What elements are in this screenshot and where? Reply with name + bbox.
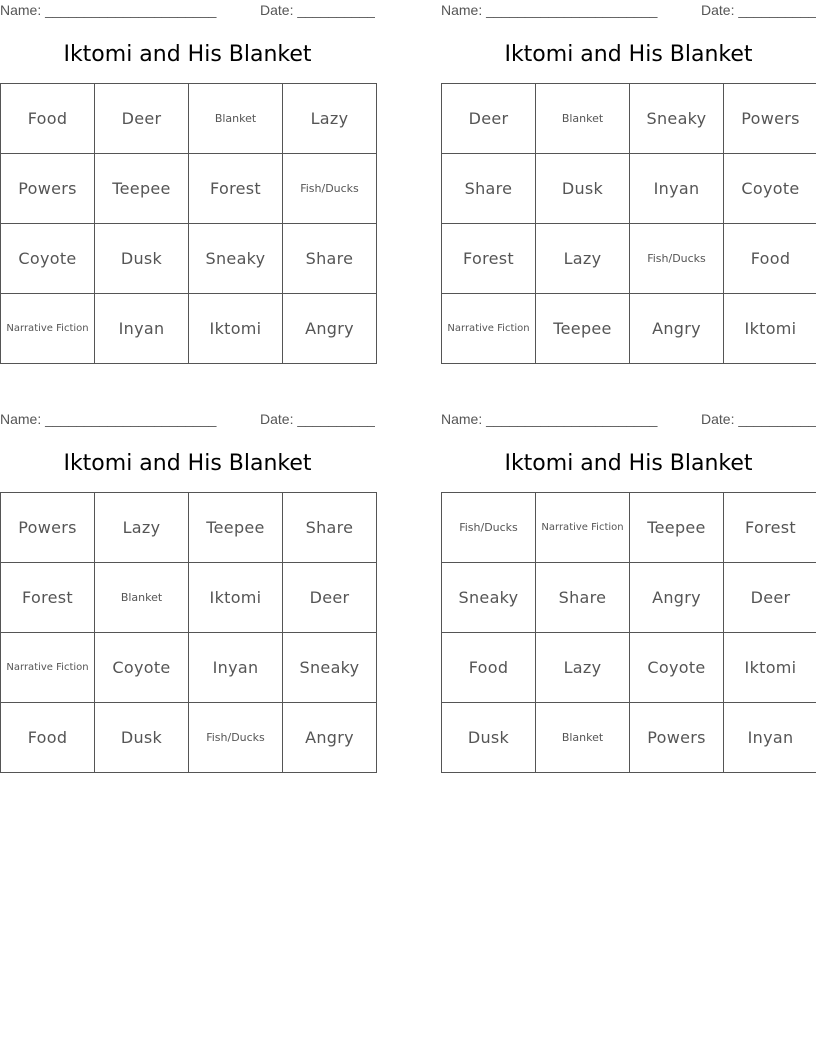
grid-row — [442, 84, 816, 154]
bingo-grid — [0, 83, 377, 364]
bingo-cell: Sneaky — [630, 84, 724, 154]
bingo-cell: Angry — [630, 563, 724, 633]
bingo-cell: Sneaky — [442, 563, 536, 633]
bingo-cell: Fish/Ducks — [283, 154, 377, 224]
name-label: Name: ______________________ — [441, 411, 658, 427]
bingo-cell: Share — [442, 154, 536, 224]
bingo-cell: Powers — [1, 154, 95, 224]
bingo-cell: Dusk — [442, 703, 536, 773]
bingo-cell: Forest — [189, 154, 283, 224]
bingo-cell: Fish/Ducks — [189, 703, 283, 773]
bingo-cell: Blanket — [95, 563, 189, 633]
grid-row — [1, 493, 377, 563]
bingo-cell: Sneaky — [189, 224, 283, 294]
bingo-cell: Share — [536, 563, 630, 633]
bingo-cell: Powers — [724, 84, 816, 154]
grid-row — [442, 633, 816, 703]
grid-row — [1, 633, 377, 703]
bingo-card — [0, 409, 375, 781]
grid-row — [1, 224, 377, 294]
bingo-cell: Inyan — [630, 154, 724, 224]
bingo-cell: Teepee — [189, 493, 283, 563]
bingo-grid — [0, 492, 377, 773]
bingo-cell: Deer — [442, 84, 536, 154]
bingo-cell: Forest — [442, 224, 536, 294]
name-label: Name: ______________________ — [0, 411, 217, 427]
date-label: Date: __________ — [701, 411, 816, 427]
bingo-cell: Iktomi — [724, 294, 816, 364]
card-title: Iktomi and His Blanket — [504, 451, 753, 476]
bingo-cell: Sneaky — [283, 633, 377, 703]
name-date-line — [0, 411, 375, 429]
bingo-cell: Iktomi — [189, 563, 283, 633]
bingo-cell: Powers — [1, 493, 95, 563]
bingo-card — [0, 0, 375, 372]
name-date-line — [0, 2, 375, 20]
bingo-cell: Narrative Fiction — [1, 633, 95, 703]
bingo-cell: Food — [724, 224, 816, 294]
grid-row — [1, 294, 377, 364]
bingo-cell: Narrative Fiction — [1, 294, 95, 364]
grid-row — [1, 563, 377, 633]
bingo-cell: Food — [1, 84, 95, 154]
bingo-cell: Coyote — [724, 154, 816, 224]
bingo-grid — [441, 83, 816, 364]
bingo-cell: Lazy — [283, 84, 377, 154]
bingo-cell: Blanket — [536, 703, 630, 773]
date-label: Date: __________ — [260, 411, 375, 427]
bingo-cell: Narrative Fiction — [536, 493, 630, 563]
bingo-cell: Fish/Ducks — [630, 224, 724, 294]
bingo-cell: Powers — [630, 703, 724, 773]
bingo-cell: Lazy — [95, 493, 189, 563]
bingo-cell: Teepee — [630, 493, 724, 563]
bingo-cell: Blanket — [189, 84, 283, 154]
bingo-cell: Angry — [283, 294, 377, 364]
bingo-cell: Deer — [724, 563, 816, 633]
bingo-cell: Food — [442, 633, 536, 703]
bingo-cell: Share — [283, 224, 377, 294]
bingo-cell: Teepee — [536, 294, 630, 364]
bingo-cell: Lazy — [536, 633, 630, 703]
grid-row — [1, 84, 377, 154]
bingo-cell: Fish/Ducks — [442, 493, 536, 563]
bingo-cell: Narrative Fiction — [442, 294, 536, 364]
grid-row — [1, 154, 377, 224]
bingo-cell: Inyan — [95, 294, 189, 364]
card-title: Iktomi and His Blanket — [63, 42, 312, 67]
bingo-cell: Inyan — [724, 703, 816, 773]
grid-row — [442, 154, 816, 224]
date-label: Date: __________ — [701, 2, 816, 18]
bingo-cell: Food — [1, 703, 95, 773]
grid-row — [442, 563, 816, 633]
grid-row — [442, 294, 816, 364]
bingo-cell: Dusk — [536, 154, 630, 224]
bingo-cell: Deer — [95, 84, 189, 154]
date-label: Date: __________ — [260, 2, 375, 18]
bingo-cell: Teepee — [95, 154, 189, 224]
bingo-card — [441, 0, 816, 372]
bingo-cell: Lazy — [536, 224, 630, 294]
bingo-cell: Dusk — [95, 703, 189, 773]
grid-row — [442, 224, 816, 294]
bingo-cell: Forest — [724, 493, 816, 563]
name-label: Name: ______________________ — [0, 2, 217, 18]
bingo-cell: Blanket — [536, 84, 630, 154]
bingo-cell: Dusk — [95, 224, 189, 294]
name-date-line — [441, 411, 816, 429]
bingo-cell: Angry — [630, 294, 724, 364]
bingo-cell: Angry — [283, 703, 377, 773]
grid-row — [442, 493, 816, 563]
bingo-cell: Coyote — [630, 633, 724, 703]
bingo-cell: Share — [283, 493, 377, 563]
bingo-cell: Iktomi — [189, 294, 283, 364]
grid-row — [1, 703, 377, 773]
bingo-cell: Forest — [1, 563, 95, 633]
bingo-cell: Inyan — [189, 633, 283, 703]
name-date-line — [441, 2, 816, 20]
card-title: Iktomi and His Blanket — [63, 451, 312, 476]
bingo-grid — [441, 492, 816, 773]
name-label: Name: ______________________ — [441, 2, 658, 18]
bingo-cell: Coyote — [95, 633, 189, 703]
card-title: Iktomi and His Blanket — [504, 42, 753, 67]
bingo-cell: Coyote — [1, 224, 95, 294]
bingo-cell: Deer — [283, 563, 377, 633]
bingo-card — [441, 409, 816, 781]
grid-row — [442, 703, 816, 773]
bingo-cell: Iktomi — [724, 633, 816, 703]
